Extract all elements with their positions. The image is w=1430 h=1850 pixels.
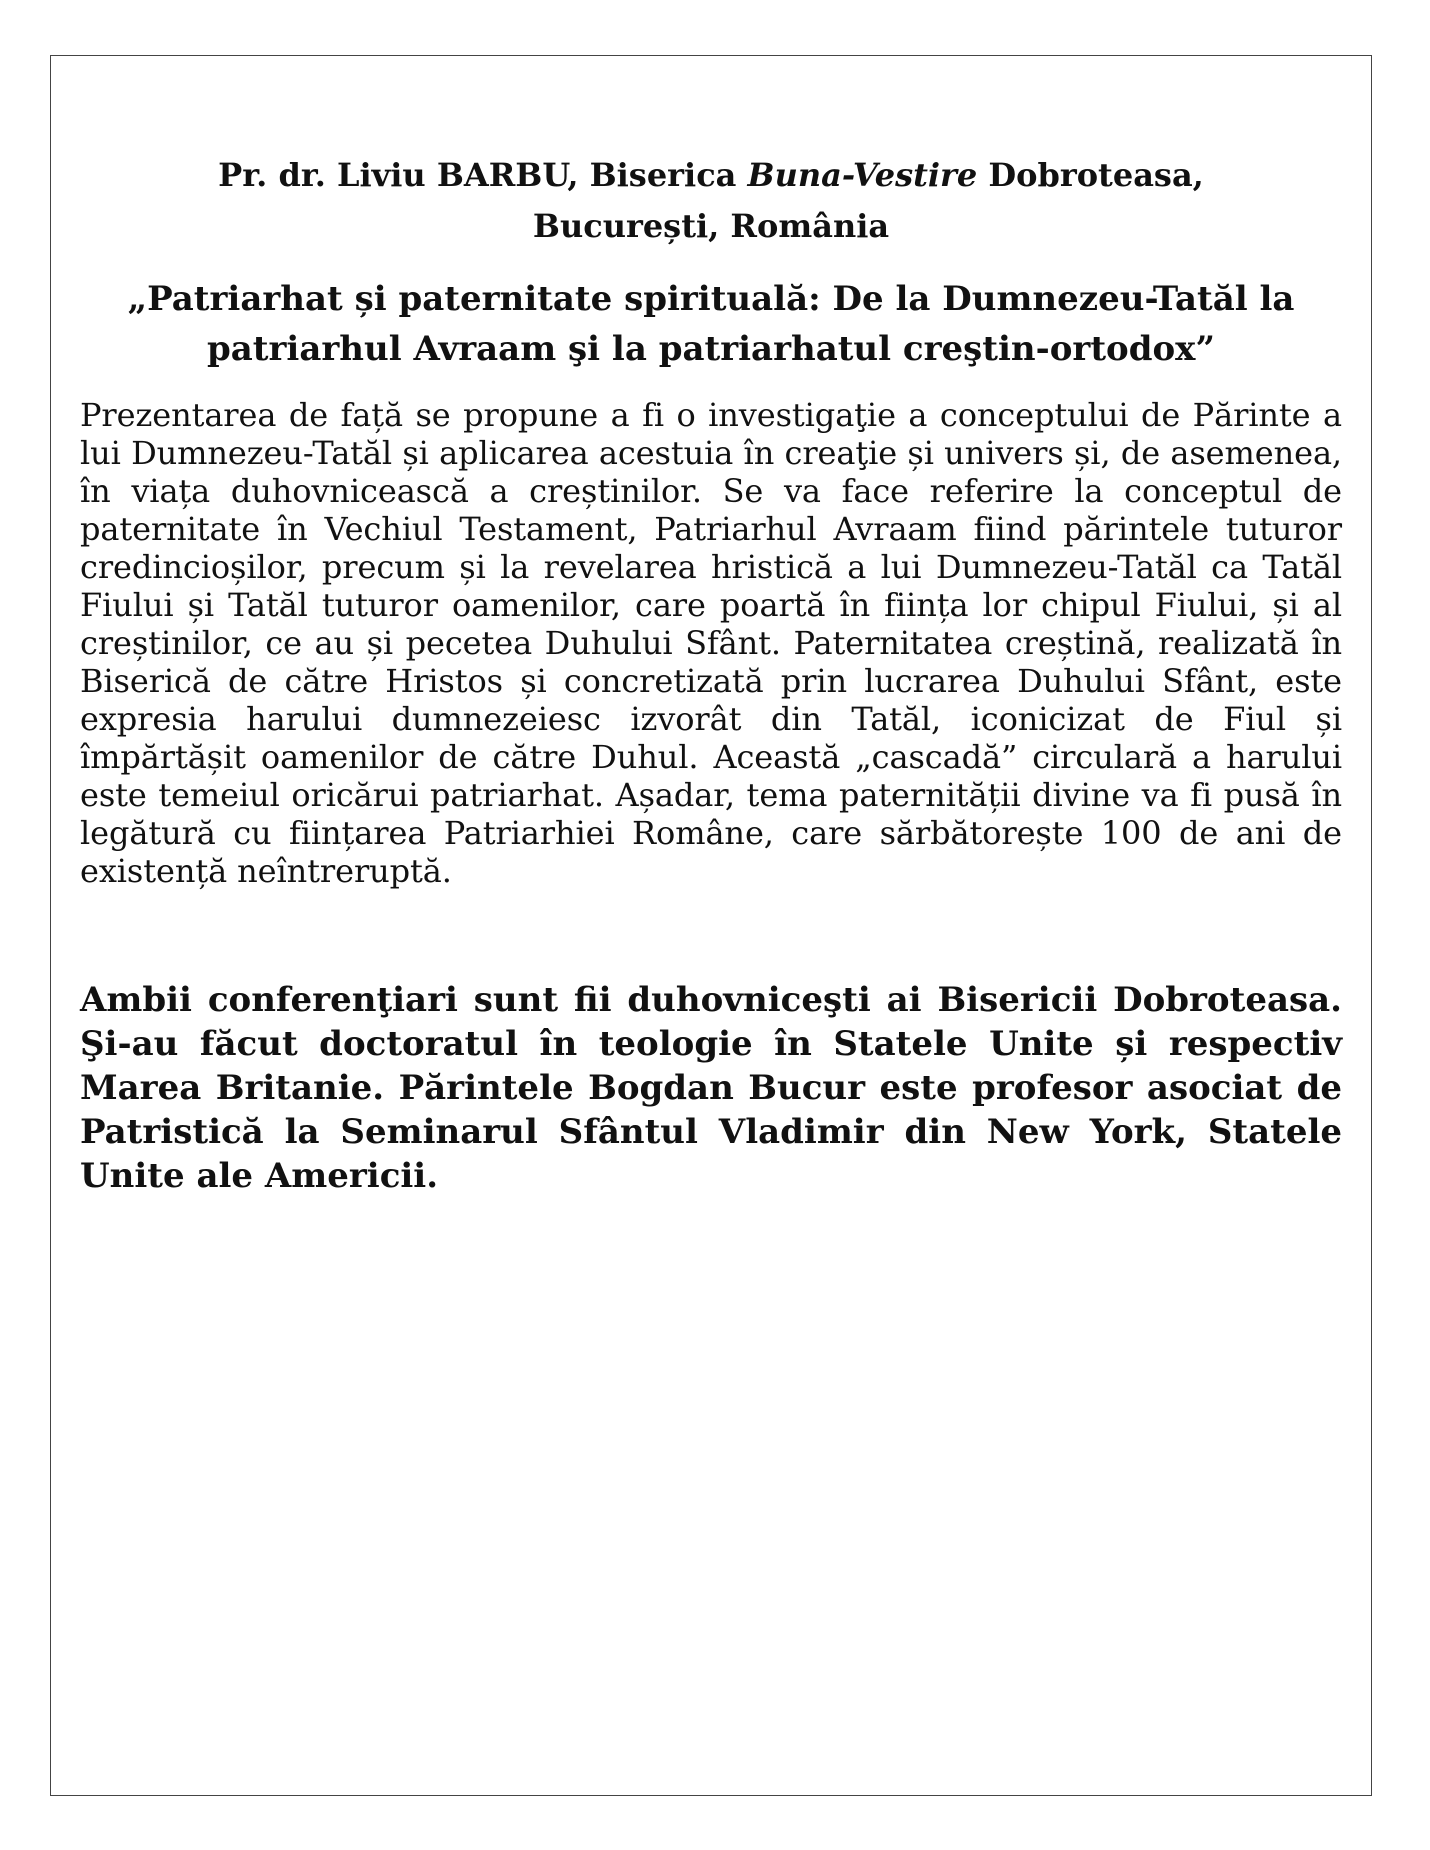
talk-title	[80, 274, 1342, 374]
document-body	[80, 150, 1342, 1198]
talk-abstract: Prezentarea de față se propune a fi o investigaţie a conceptului de Părinte a lui Dumnezeu-Tatăl și aplicarea acestuia în creaţie și univers și, de asemenea, în viața duhovnicească a creștinilor. Se va face referire la conceptul de paternitate în Vechiul Testament, Patriarhul Avraam fiind părintele tuturor credincioșilor, precum și la revelarea hristică a lui Dumnezeu-Tatăl ca Tatăl Fiului și Tatăl tuturor oamenilor, care poartă în ființa lor chipul Fiului, și al creștinilor, ce au și pecetea Duhului Sfânt. Paternitatea creștină, realizată în Biserică de către Hristos și concretizată prin lucrarea Duhului Sfânt, este expresia harului dumnezeiesc izvorât din Tatăl, iconicizat de Fiul și împărtășit oamenilor de către Duhul. Această „cascadă” circulară a harului este temeiul oricărui patriarhat. Așadar, tema paternității divine va fi pusă în legătură cu ființarea Patriarhiei Române, care sărbătorește 100 de ani de existență neîntreruptă.	[80, 396, 1342, 890]
church-name-italic: Buna-Vestire	[747, 156, 978, 194]
talk-title-line-2: patriarhul Avraam şi la patriarhatul creştin-ortodox”	[207, 329, 1215, 369]
speaker-location: București, România	[532, 207, 890, 245]
speaker-heading	[80, 150, 1342, 252]
speakers-note: Ambii conferenţiari sunt fii duhovniceşti ai Bisericii Dobroteasa. Şi-au făcut doctoratul în teologie în Statele Unite și respectiv Marea Britanie. Părintele Bogdan Bucur este profesor asociat de Patristică la Seminarul Sfântul Vladimir din New York, Statele Unite ale Americii.	[80, 980, 1342, 1196]
church-name-rest: Dobroteasa,	[977, 156, 1204, 194]
speaker-name: Pr. dr. Liviu BARBU, Biserica	[218, 156, 748, 194]
talk-title-line-1: „Patriarhat și paternitate spirituală: De la Dumnezeu-Tatăl la	[127, 279, 1295, 319]
